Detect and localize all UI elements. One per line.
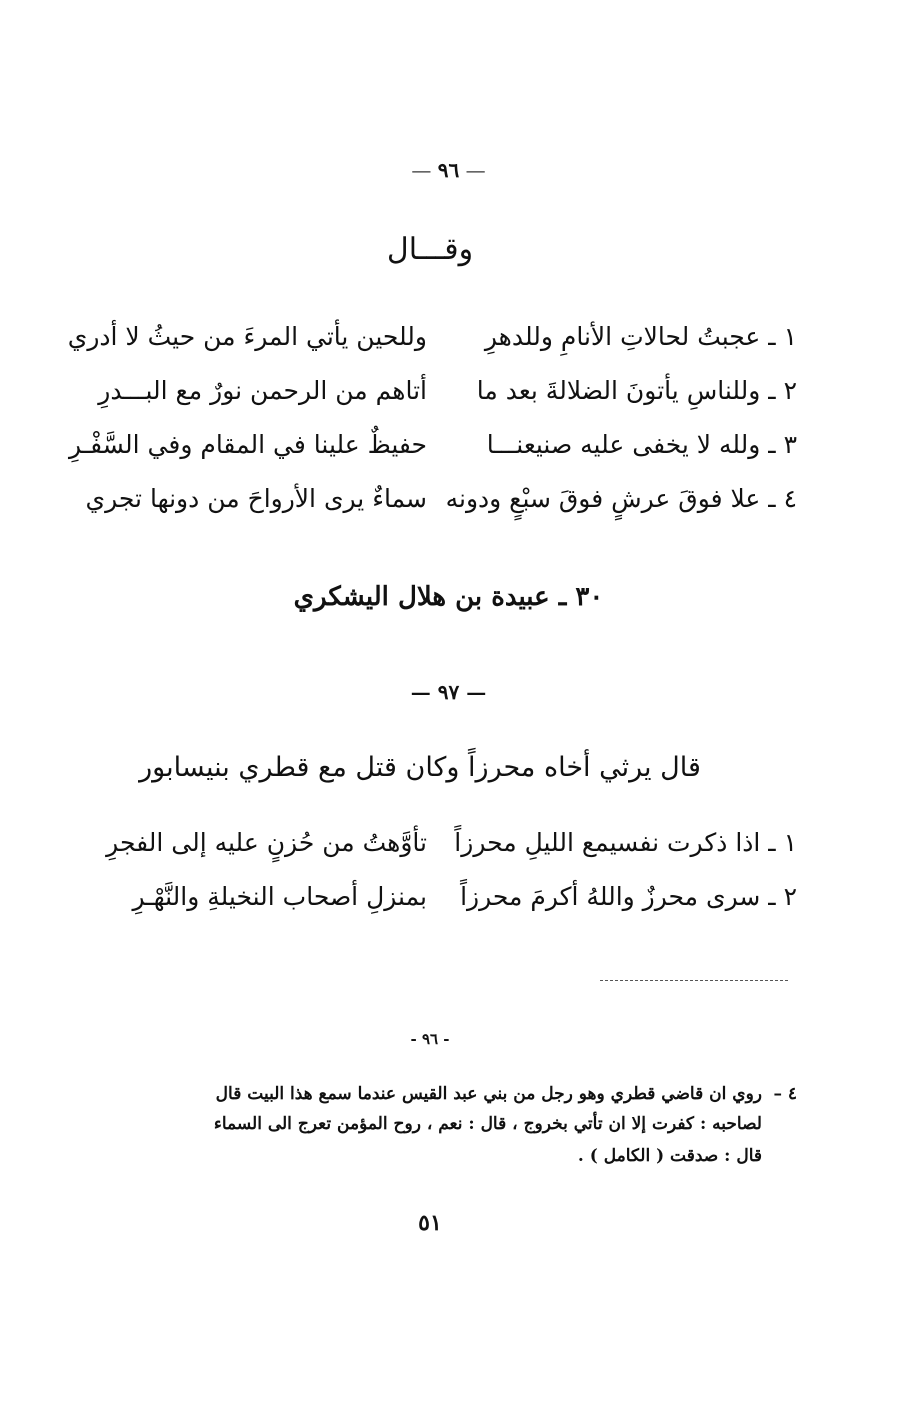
poem-number-97: — ٩٧ — [410, 680, 487, 704]
verse-row [67, 322, 797, 372]
footnote-marker: ٤ – [773, 1084, 797, 1104]
verse-row [67, 430, 797, 480]
poem-97-intro: قال يرثي أخاه محرزاً وكان قتل مع قطري بنيسابور [139, 752, 701, 783]
poem-number-96-text: ٩٦ [437, 158, 460, 182]
footnote-line: روي ان قاضي قطري وهو رجل من بني عبد القيس عندما سمع هذا البيت قال [215, 1084, 762, 1104]
verse-row [67, 484, 797, 534]
verse-second-hemistich: حفيظٌ علينا في المقام وفي السَّفْـرِ [68, 430, 427, 459]
footnote-poem-number-text: ٩٦ [421, 1030, 439, 1048]
verse-first-hemistich: ١ ـ اذا ذكرت نفسيمع الليلِ محرزاً [454, 828, 797, 857]
verse-first-hemistich: ١ ـ عجبتُ لحالاتِ الأنامِ وللدهرِ [484, 322, 797, 351]
verse-first-hemistich: ٣ ـ ولله لا يخفى عليه صنيعنـــا [486, 430, 797, 459]
verse-second-hemistich: أتاهم من الرحمن نورٌ مع البـــدرِ [98, 376, 427, 405]
poem-number-97-text: ٩٧ [437, 680, 460, 704]
footnote-poem-number: - ٩٦ - [410, 1030, 450, 1048]
verse-second-hemistich: سماءٌ يرى الأرواحَ من دونها تجري [85, 484, 427, 513]
page-number: ٥١ [418, 1210, 442, 1236]
section-title: ٣٠ ـ عبيدة بن هلال اليشكري [293, 582, 604, 612]
verse-second-hemistich: تأوَّهتُ من حُزنٍ عليه إلى الفجرِ [106, 828, 427, 857]
footnote-line: قال : صدقت ( الكامل ) . [577, 1146, 762, 1166]
footnote-line: لصاحبه : كفرت إلا ان تأتي بخروج ، قال : نعم ، روح المؤمن تعرج الى السماء [213, 1114, 762, 1134]
verse-row [67, 882, 797, 932]
verse-first-hemistich: ٢ ـ سرى محرزٌ واللهُ أكرمَ محرزاً [460, 882, 797, 911]
poem-96-intro: وقـــال [386, 232, 474, 267]
verse-second-hemistich: وللحين يأتي المرءَ من حيثُ لا أدري [67, 322, 427, 351]
verse-second-hemistich: بمنزلِ أصحاب النخيلةِ والنَّهْـرِ [132, 882, 427, 911]
footnote-separator [600, 980, 788, 981]
verse-first-hemistich: ٢ ـ وللناسِ يأتونَ الضلالةَ بعد ما [476, 376, 797, 405]
poem-number-96: — ٩٦ — [411, 158, 486, 182]
verse-first-hemistich: ٤ ـ علا فوقَ عرشٍ فوقَ سبْعٍ ودونه [445, 484, 797, 513]
verse-row [67, 828, 797, 878]
verse-row [67, 376, 797, 426]
